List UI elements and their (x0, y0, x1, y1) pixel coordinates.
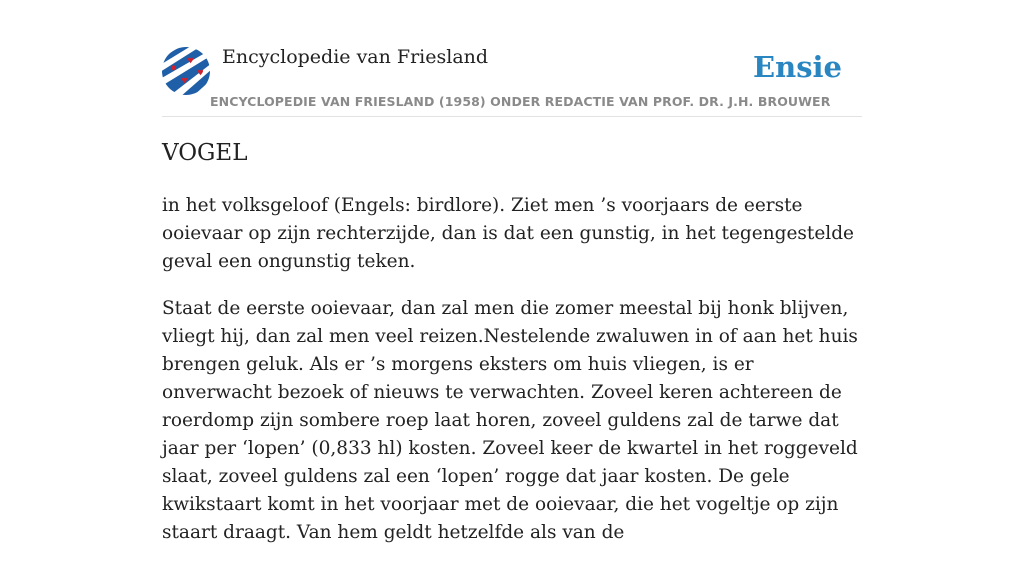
site-header (162, 44, 862, 117)
site-title[interactable]: Encyclopedie van Friesland (222, 46, 489, 68)
page-title: VOGEL (162, 140, 248, 166)
article-paragraph: in het volksgeloof (Engels: birdlore). Ziet men ’s voorjaars de eerste ooievaar op zijn rechterzijde, dan is dat een gunstig, in het tegengestelde geval een ongunstig teken. (162, 195, 854, 272)
article-body (162, 192, 862, 566)
frisian-flag-icon[interactable] (162, 47, 210, 95)
article-paragraph: Staat de eerste ooievaar, dan zal men die zomer meestal bij honk blijven, vliegt hij, dan zal men veel reizen.Nestelende zwaluwen in of aan het huis brengen geluk. Als er ’s morgens eksters om huis vliegen, is er onverwacht bezoek of nieuws te verwachten. Zoveel keren achtereen de roerdomp zijn sombere roep laat horen, zoveel guldens zal de tarwe dat jaar per ‘lopen’ (0,833 hl) kosten. Zoveel keer de kwartel in het roggeveld slaat, zoveel guldens zal een ‘lopen’ rogge dat jaar kosten. De gele kwikstaart komt in het voorjaar met de ooievaar, die het vogeltje op zijn staart draagt. Van hem geldt hetzelfde als van de (162, 298, 858, 543)
brand-logo[interactable]: Ensie (753, 50, 842, 84)
site-subtitle: ENCYCLOPEDIE VAN FRIESLAND (1958) ONDER REDACTIE VAN PROF. DR. J.H. BROUWER (210, 94, 831, 109)
